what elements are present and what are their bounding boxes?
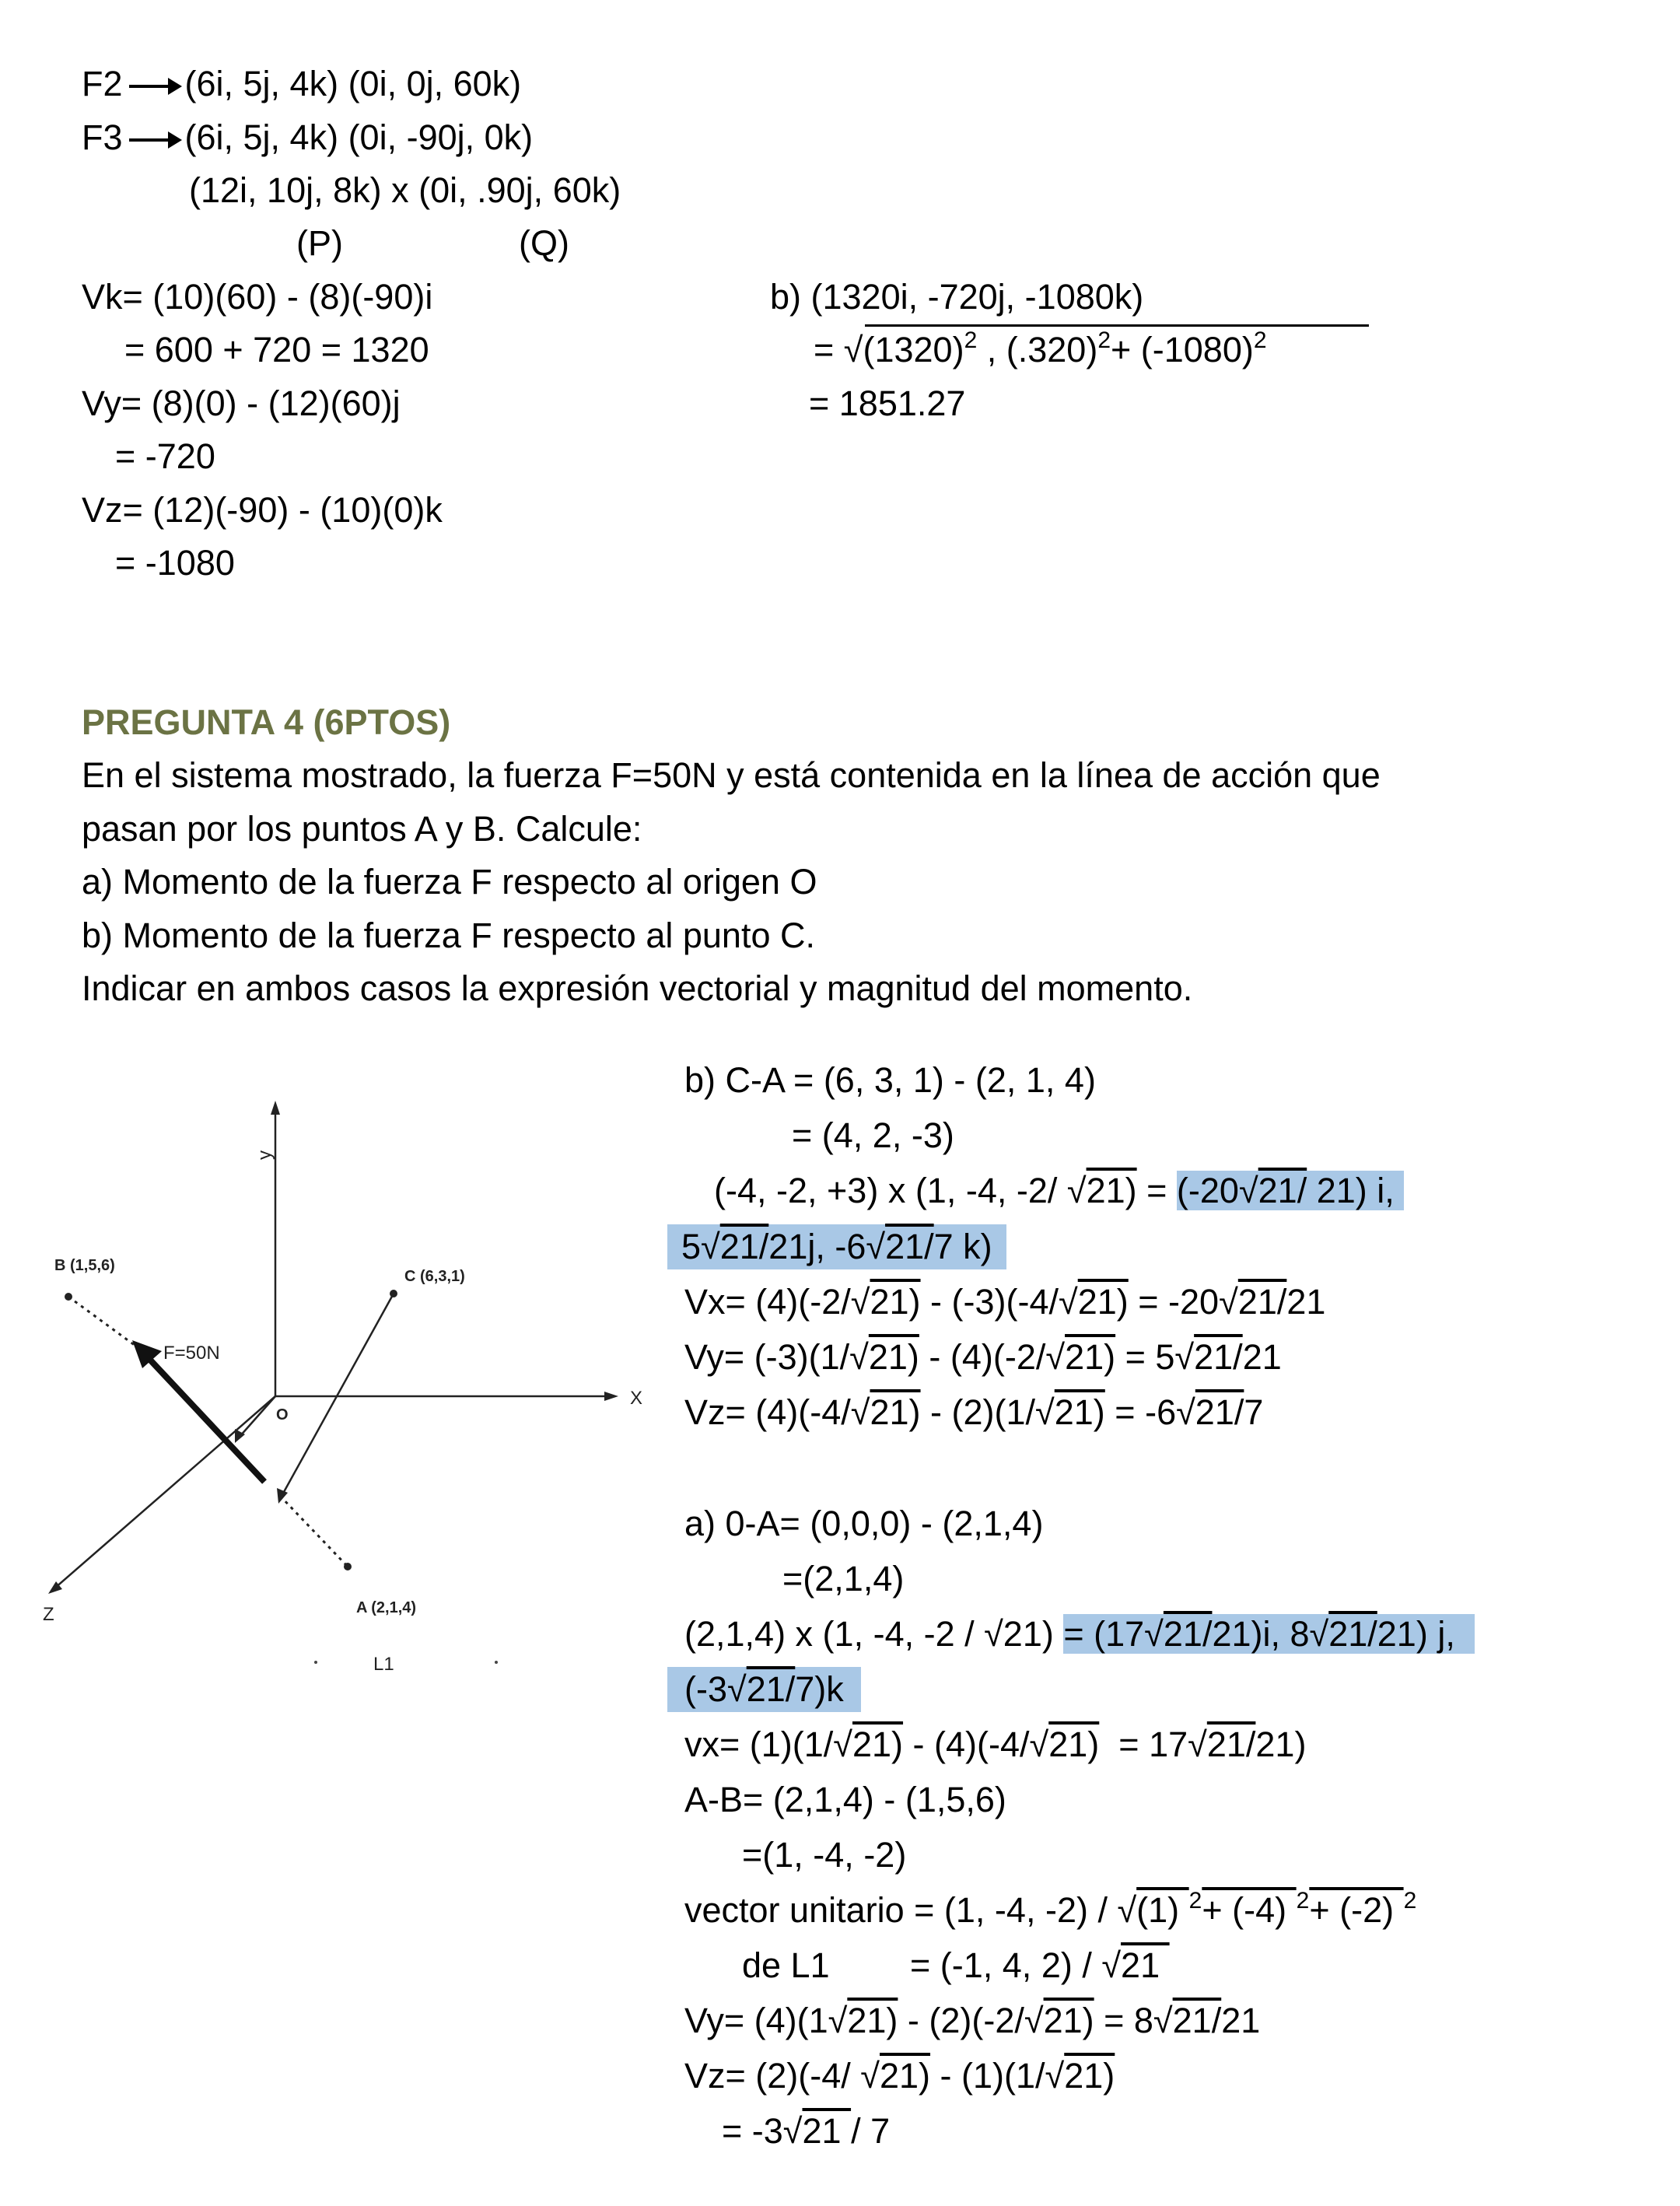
a-o-minus-a: a) 0-A= (0,0,0) - (2,1,4) <box>684 1504 1044 1543</box>
point-b-label: B (1,5,6) <box>54 1257 115 1274</box>
arrow-right-icon <box>128 75 184 98</box>
a-vy-line: Vy= (4)(1√21) - (2)(-2/√21) = 8√21/21 <box>684 2001 1261 2040</box>
dot-mark <box>314 1661 317 1664</box>
line-of-action-lower <box>280 1496 348 1567</box>
b-cross-eq: = <box>1136 1171 1177 1210</box>
point-a-label: A (2,1,4) <box>356 1599 417 1616</box>
origin-label: O <box>276 1406 289 1423</box>
exp-2: 2 <box>1097 327 1111 353</box>
question-line-5: Indicar en ambos casos la expresión vectorial y magnitud del momento. <box>82 968 1193 1008</box>
vector-o-to-a-small <box>240 1396 275 1437</box>
question-line-4: b) Momento de la fuerza F respecto al punto C. <box>82 916 815 955</box>
cross-product-line: (12i, 10j, 8k) x (0i, .90j, 60k) <box>189 170 621 210</box>
unit-vector-line: vector unitario = (1, -4, -2) / √(1) $^2$+ (-4) $^2$+ (-2) $^2$ <box>684 1888 1417 1930</box>
a-cross-text: (2,1,4) x (1, -4, -2 / √21) <box>684 1614 1064 1654</box>
a-vx-line: vx= (1)(1/√21) - (4)(-4/√21) = 17√21/21) <box>684 1725 1307 1764</box>
p-label: (P) <box>296 223 343 263</box>
vz-line: Vz= (12)(-90) - (10)(0)k <box>82 490 443 530</box>
exp-1: 2 <box>964 327 978 353</box>
a-minus-b-line: A-B= (2,1,4) - (1,5,6) <box>684 1780 1006 1819</box>
vz-result: = -1080 <box>115 543 235 583</box>
force-vector <box>148 1357 264 1482</box>
y-axis-label: y <box>254 1150 275 1160</box>
force-label: F=50N <box>163 1343 220 1364</box>
x-axis-label: X <box>630 1388 643 1409</box>
f2-expr: (6i, 5j, 4k) (0i, 0j, 60k) <box>184 64 522 103</box>
point-c-label: C (6,3,1) <box>404 1268 465 1285</box>
q-label: (Q) <box>519 223 569 263</box>
arrow-right-icon <box>128 128 184 152</box>
exp-3: 2 <box>1253 327 1267 353</box>
b-cross-line-1 <box>714 1168 1404 1213</box>
vy-line: Vy= (8)(0) - (12)(60)j <box>82 383 401 423</box>
b-cross-text: (-4, -2, +3) x (1, -4, -2/ √ <box>714 1171 1087 1210</box>
f3-label: F3 <box>82 117 123 157</box>
unit-vector-l1-value: = (-1, 4, 2) / √21 <box>910 1945 1170 1985</box>
a-vz-result: = -3√21 / 7 <box>722 2111 891 2151</box>
sqrt-pre: = √(1320) <box>814 330 964 369</box>
line-of-action-upper <box>68 1297 135 1346</box>
a-cross-line-1 <box>684 1612 1475 1657</box>
unit-vector-l1-label: de L1 <box>742 1945 830 1985</box>
vy-result: = -720 <box>115 436 215 476</box>
b-vy-line: Vy= (-3)(1/√21) - (4)(-2/√21) = 5√21/21 <box>684 1337 1282 1377</box>
magnitude-sqrt-line <box>814 327 1267 373</box>
sqrt-overline <box>865 324 1369 327</box>
b-c-minus-a: b) C-A = (6, 3, 1) - (2, 1, 4) <box>684 1060 1096 1100</box>
force-diagram <box>31 1077 669 1700</box>
a-result: =(2,1,4) <box>782 1559 905 1598</box>
b-cross-line-2: 5√21/21j, -6√21/7 k) <box>667 1224 1006 1269</box>
question-line-2: pasan por los puntos A y B. Calcule: <box>82 809 642 849</box>
a-minus-b-result: =(1, -4, -2) <box>742 1835 907 1875</box>
vk-line: Vk= (10)(60) - (8)(-90)i <box>82 277 433 317</box>
question-line-1: En el sistema mostrado, la fuerza F=50N y está contenida en la línea de acción que <box>82 755 1381 795</box>
question-title: PREGUNTA 4 (6PTOS) <box>82 702 451 742</box>
f2-line <box>82 61 521 107</box>
vk-result: = 600 + 720 = 1320 <box>124 330 429 369</box>
b-result: = (4, 2, -3) <box>792 1115 954 1155</box>
b-cross-root: 21) <box>1086 1171 1137 1210</box>
a-vz-line: Vz= (2)(-4/ √21) - (1)(1/√21) <box>684 2056 1115 2096</box>
point-c <box>390 1290 397 1297</box>
y-axis-arrowhead <box>271 1101 280 1115</box>
b-highlight-1: (-20√21/ 21) i, <box>1177 1171 1404 1210</box>
f2-label: F2 <box>82 64 123 103</box>
x-axis-arrowhead <box>604 1392 618 1401</box>
question-line-3: a) Momento de la fuerza F respecto al origen O <box>82 862 817 902</box>
f3-expr: (6i, 5j, 4k) (0i, -90j, 0k) <box>184 117 534 157</box>
l1-label: L1 <box>373 1654 394 1675</box>
point-b <box>65 1293 72 1301</box>
point-a <box>344 1563 352 1570</box>
f3-line <box>82 115 533 160</box>
z-axis-label: Z <box>43 1604 54 1625</box>
z-axis <box>54 1396 275 1588</box>
magnitude-b-line: b) (1320i, -720j, -1080k) <box>770 277 1144 317</box>
b-vz-line: Vz= (4)(-4/√21) - (2)(1/√21) = -6√21/7 <box>684 1392 1264 1432</box>
b-vx-line: Vx= (4)(-2/√21) - (-3)(-4/√21) = -20√21/21 <box>684 1282 1326 1322</box>
dot-mark <box>495 1661 498 1664</box>
a-cross-line-2: (-3√21/7)k <box>667 1667 861 1712</box>
sqrt-mid: , (.320) <box>977 330 1098 369</box>
a-highlight-1: = (17√21/21)i, 8√21/21) j, <box>1063 1614 1474 1654</box>
magnitude-result: = 1851.27 <box>809 383 966 423</box>
sqrt-mid2: + (-1080) <box>1111 330 1254 369</box>
